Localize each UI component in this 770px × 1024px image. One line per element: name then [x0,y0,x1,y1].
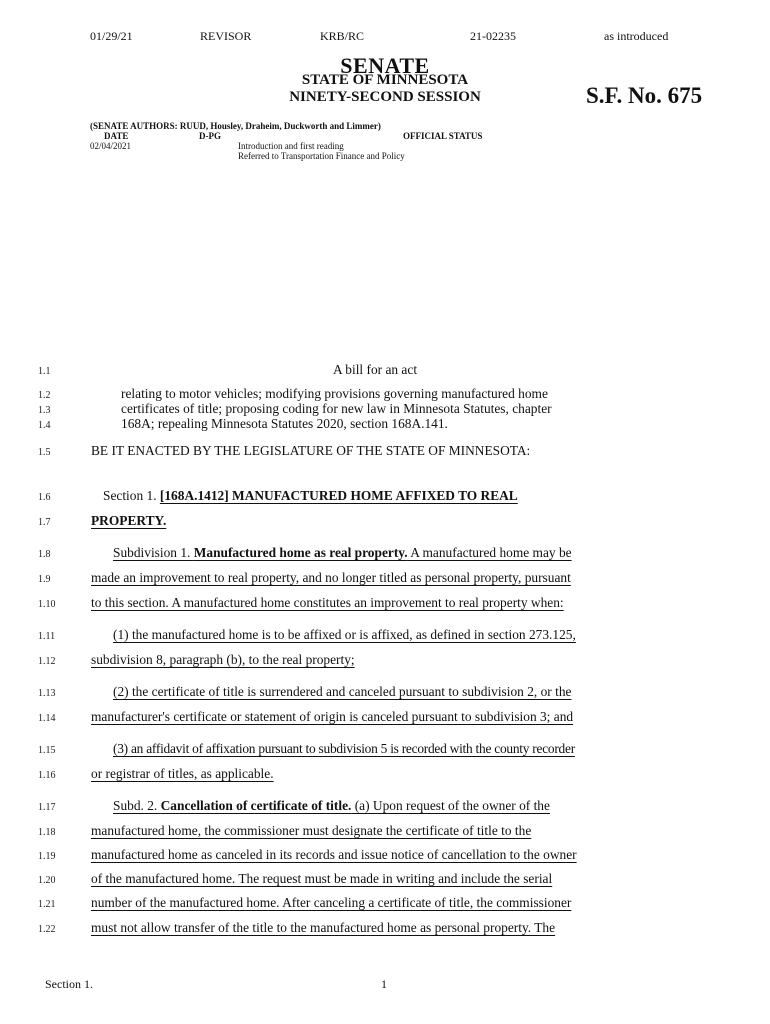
line-number: 1.3 [38,405,51,416]
header-date: 01/29/21 [90,29,133,43]
body-line: manufactured home as canceled in its records and issue notice of cancellation to the owner [91,847,577,862]
body-line: (1) the manufactured home is to be affixed or is affixed, as defined in section 273.125, [113,627,576,642]
line-number: 1.12 [38,656,56,667]
session-heading: NINETY-SECOND SESSION [289,89,481,105]
subdivision-2-line [113,798,550,814]
state-heading: STATE OF MINNESOTA [301,72,469,88]
line-number: 1.19 [38,851,56,862]
body-line: or registrar of titles, as applicable. [91,766,274,781]
section-label: Section 1. [103,488,160,503]
senate-authors: (SENATE AUTHORS: RUUD, Housley, Draheim, Duckworth and Limmer) [90,121,381,131]
body-line: made an improvement to real property, and no longer titled as personal property, pursuant [91,570,571,585]
line-number: 1.13 [38,688,56,699]
line-number: 1.17 [38,802,56,813]
subdivision-label: Subdivision 1. [113,545,194,560]
section-heading-cont: PROPERTY. [91,513,167,528]
body-line: manufactured home, the commissioner must designate the certificate of title to the [91,823,532,838]
line-number: 1.5 [38,447,51,458]
bill-description-line: certificates of title; proposing coding for new law in Minnesota Statutes, chapter [121,401,552,416]
line-number: 1.11 [38,631,56,642]
header-status: as introduced [604,29,669,43]
footer-section: Section 1. [45,977,93,991]
subdivision-text: A manufactured home may be [407,545,572,560]
body-line: must not allow transfer of the title to the manufactured home as personal property. The [91,920,556,935]
body-line: (3) an affidavit of affixation pursuant to subdivision 5 is recorded with the county recorder [113,741,575,756]
line-number: 1.6 [38,492,51,503]
section-heading-line [103,488,518,504]
line-number: 1.2 [38,390,51,401]
bill-number: S.F. No. 675 [586,83,703,108]
line-number: 1.10 [38,599,56,610]
line-number: 1.1 [38,366,51,377]
page-number: 1 [381,977,387,991]
line-number: 1.20 [38,875,56,886]
line-number: 1.8 [38,549,51,560]
header-drafter: KRB/RC [320,29,365,43]
status-col-date: DATE [104,131,129,141]
status-entry-date: 02/04/2021 [90,141,132,151]
line-number: 1.22 [38,924,56,935]
body-line: of the manufactured home. The request must be made in writing and include the serial [91,871,553,886]
line-number: 1.18 [38,827,56,838]
subdivision-label: Subd. 2. [113,798,161,813]
line-number: 1.7 [38,517,51,528]
bill-description-line: 168A; repealing Minnesota Statutes 2020, section 168A.141. [121,416,448,431]
body-line: number of the manufactured home. After canceling a certificate of title, the commissioner [91,895,572,910]
subdivision-text: (a) Upon request of the owner of the [351,798,550,813]
enacting-clause: BE IT ENACTED BY THE LEGISLATURE OF THE STATE OF MINNESOTA: [91,443,531,458]
body-line: subdivision 8, paragraph (b), to the real property; [91,652,355,667]
line-number: 1.16 [38,770,56,781]
line-number: 1.4 [38,420,51,431]
line-number: 1.9 [38,574,51,585]
line-number: 1.14 [38,713,56,724]
line-number: 1.21 [38,899,56,910]
section-heading: [168A.1412] MANUFACTURED HOME AFFIXED TO REAL [159,488,518,503]
status-entry-action: Introduction and first reading [238,141,344,151]
status-entry-referral: Referred to Transportation Finance and Policy [238,151,405,161]
header-doc-number: 21-02235 [470,29,516,43]
senate-heading: SENATE [340,53,430,78]
body-line: to this section. A manufactured home constitutes an improvement to real property when: [91,595,564,610]
subdivision-heading: Manufactured home as real property. [193,545,408,560]
status-col-official: OFFICIAL STATUS [403,131,483,141]
body-line: manufacturer's certificate or statement of origin is canceled pursuant to subdivision 3; and [91,709,574,724]
status-col-dpg: D-PG [199,131,221,141]
line-number: 1.15 [38,745,56,756]
subdivision-1-line [113,545,572,561]
header-revisor: REVISOR [200,29,252,43]
bill-title: A bill for an act [333,362,418,377]
bill-description-line: relating to motor vehicles; modifying provisions governing manufactured home [121,386,548,401]
body-line: (2) the certificate of title is surrendered and canceled pursuant to subdivision 2, or the [113,684,572,699]
subdivision-heading: Cancellation of certificate of title. [160,798,352,813]
